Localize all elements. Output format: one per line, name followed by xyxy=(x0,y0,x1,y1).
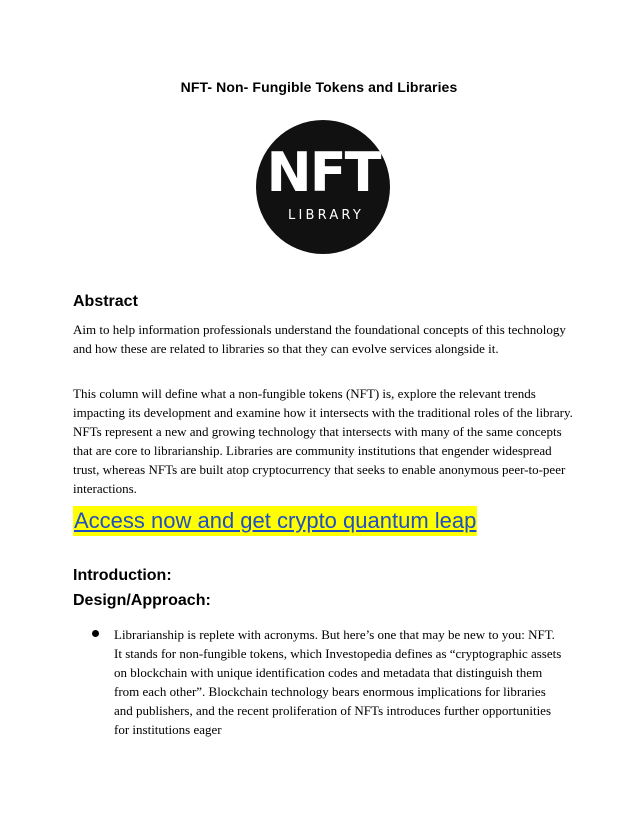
abstract-paragraph-2: This column will define what a non-fungible tokens (NFT) is, explore the relevant trends impacting its development and examine how it intersects with the traditional roles of the library. NFTs represent a new and growing technology that intersects with many of the same concepts that are core to librarianship. Libraries are community institutions that engender widespread trust, whereas NFTs are built atop cryptocurrency that seeks to enable anonymous peer-to-peer interactions. xyxy=(73,386,573,496)
access-now-link[interactable]: Access now and get crypto quantum leap xyxy=(73,506,477,536)
list-item-text: Librarianship is replete with acronyms. But here’s one that may be new to you: NFT. It stands for non-fungible tokens, which Investopedia defines as “cryptographic assets on blockchain with unique identification codes and metadata that distinguish them from each other”. Blockchain technology bears enormous implications for libraries and publishers, and the recent proliferation of NFTs introduces further opportunities for institutions eager xyxy=(114,627,562,737)
abstract-heading: Abstract xyxy=(73,293,138,310)
design-approach-heading: Design/Approach: xyxy=(73,592,211,609)
logo-sub-text: LIBRARY xyxy=(288,208,364,223)
list-item xyxy=(92,625,564,739)
bullet-icon xyxy=(92,630,99,637)
abstract-paragraph-1: Aim to help information professionals understand the foundational concepts of this technology and how these are related to libraries so that they can evolve services alongside it. xyxy=(73,322,566,356)
logo-main-text: NFT xyxy=(266,141,380,204)
introduction-heading: Introduction: xyxy=(73,567,172,584)
document-title: NFT- Non- Fungible Tokens and Libraries xyxy=(180,79,458,95)
nft-library-logo xyxy=(256,120,390,254)
bullet-list xyxy=(92,625,564,739)
